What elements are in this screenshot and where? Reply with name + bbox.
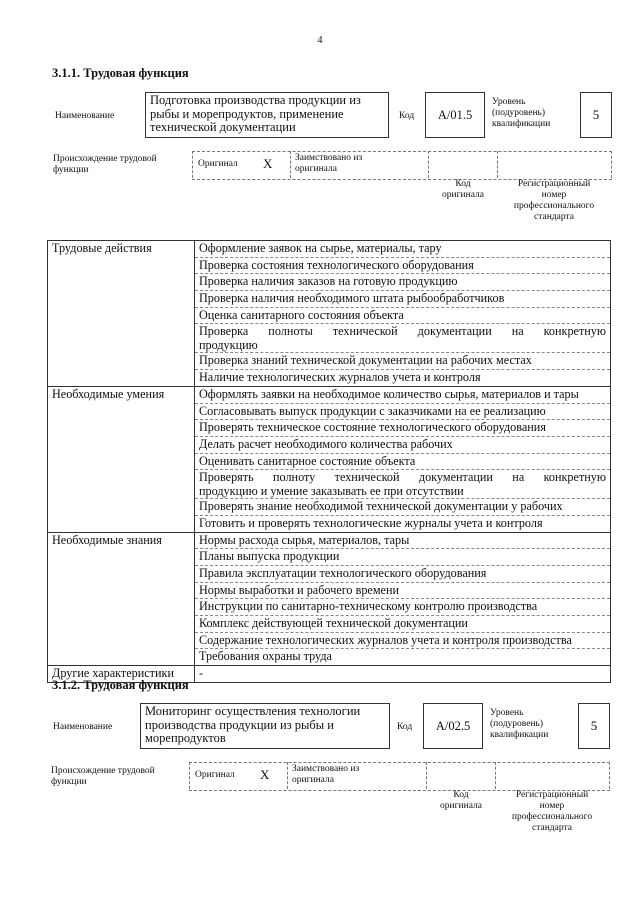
level-label-line: квалификации: [490, 730, 549, 740]
code-label: Код: [399, 111, 415, 121]
function-name-line: технической документации: [150, 120, 296, 134]
origin-divider: [428, 151, 429, 178]
origin-divider: [426, 762, 427, 789]
qualification-level: 5: [578, 703, 610, 749]
name-label: Наименование: [53, 722, 113, 732]
borrowed-label-line: Заимствовано из: [292, 764, 360, 774]
level-label-line: Уровень: [490, 708, 524, 718]
borrowed-label-line: Заимствовано из: [295, 153, 363, 163]
function-name-line: производства продукции из рыбы и: [145, 717, 334, 732]
category-label: Необходимые умения: [48, 386, 195, 532]
origin-label-line: функции: [53, 165, 89, 175]
table-cell: Проверка наличия заказов на готовую продукцию: [195, 274, 611, 291]
table-cell: Содержание технологических журналов учета и контроля производства: [195, 632, 611, 649]
table-cell: Планы выпуска продукции: [195, 549, 611, 566]
table-cell-line: продукцию и умение заказывать ее при отсутствии: [199, 484, 464, 499]
function-name-box: [145, 92, 389, 138]
category-label: Другие характеристики: [48, 666, 195, 683]
table-cell: [195, 324, 611, 353]
origin-divider: [611, 151, 612, 178]
level-label-line: (подуровень): [490, 719, 544, 729]
registration-number-label: [498, 179, 610, 223]
table-cell: Правила эксплуатации технологического оборудования: [195, 566, 611, 583]
table-cell-line: Проверка полноты технической документации на конкретную: [199, 324, 606, 339]
original-mark: X: [260, 767, 270, 782]
function-name-line: Подготовка производства продукции из: [150, 93, 361, 107]
code-original-label: [428, 790, 494, 812]
function-name-box: [140, 703, 390, 749]
origin-divider: [609, 762, 610, 789]
registration-line: Регистрационный: [515, 790, 589, 800]
code-original-line: оригинала: [442, 190, 484, 200]
table-cell: Нормы выработки и рабочего времени: [195, 582, 611, 599]
origin-label-line: функции: [51, 777, 87, 787]
original-mark: X: [263, 156, 273, 171]
table-cell: Оформлять заявки на необходимое количество сырья, материалов и тары: [195, 386, 611, 403]
table-cell: Проверка состояния технологического оборудования: [195, 257, 611, 274]
table-cell: -: [195, 666, 611, 683]
origin-label: [51, 766, 155, 788]
origin-divider: [290, 151, 291, 178]
table-cell-line: продукцию: [199, 338, 258, 353]
registration-line: стандарта: [534, 212, 574, 222]
table-cell-line: Проверять полноту технической документации на конкретную: [199, 470, 606, 485]
origin-row: [189, 762, 610, 791]
code-original-line: Код: [453, 790, 469, 800]
origin-divider: [192, 151, 193, 178]
registration-line: номер: [541, 190, 567, 200]
qualification-level: 5: [580, 92, 612, 138]
section-heading-3-1-1: 3.1.1. Трудовая функция: [52, 66, 189, 80]
borrowed-label: [295, 153, 362, 175]
registration-line: профессионального: [513, 201, 595, 211]
code-original-line: оригинала: [440, 801, 482, 811]
origin-divider: [189, 762, 190, 789]
table-cell: Оформление заявок на сырье, материалы, тару: [195, 241, 611, 258]
origin-row: [192, 151, 612, 180]
borrowed-label: [292, 764, 359, 786]
original-label: Оригинал: [195, 770, 235, 780]
registration-line: Регистрационный: [517, 179, 591, 189]
table-cell: Наличие технологических журналов учета и контроля: [195, 370, 611, 387]
level-label-line: Уровень: [492, 97, 526, 107]
level-label-line: (подуровень): [492, 108, 546, 118]
table-row: [48, 241, 611, 258]
table-cell: Оценка санитарного состояния объекта: [195, 307, 611, 324]
table-cell: Инструкции по санитарно-техническому контролю производства: [195, 599, 611, 616]
table-cell: Проверять техническое состояние технологического оборудования: [195, 420, 611, 437]
level-label: [492, 97, 550, 130]
category-label: Необходимые знания: [48, 532, 195, 666]
table-cell: Делать расчет необходимого количества рабочих: [195, 436, 611, 453]
function-name-line: Мониторинг осуществления технологии: [145, 704, 361, 718]
function-code: A/01.5: [425, 92, 485, 138]
table-cell: Проверка знаний технической документации на рабочих местах: [195, 353, 611, 370]
table-cell: Проверка наличия необходимого штата рыбообработчиков: [195, 291, 611, 308]
table-cell: [195, 470, 611, 499]
origin-divider: [495, 762, 496, 789]
table-row: [48, 386, 611, 403]
table-cell: Нормы расхода сырья, материалов, тары: [195, 532, 611, 549]
function-name-line: морепродуктов: [145, 731, 226, 745]
registration-line: номер: [539, 801, 565, 811]
origin-label-line: Происхождение трудовой: [53, 154, 157, 164]
table-cell: Проверять знание необходимой технической документации у рабочих: [195, 499, 611, 516]
origin-divider: [497, 151, 498, 178]
table-cell: Готовить и проверять технологические журналы учета и контроля: [195, 515, 611, 532]
page-number: 4: [317, 35, 323, 46]
table-cell: Согласовывать выпуск продукции с заказчиками на ее реализацию: [195, 403, 611, 420]
table-cell: Комплекс действующей технической документации: [195, 616, 611, 633]
table-cell: Оценивать санитарное состояние объекта: [195, 453, 611, 470]
borrowed-label-line: оригинала: [292, 775, 334, 785]
borrowed-label-line: оригинала: [295, 164, 337, 174]
origin-divider: [287, 762, 288, 789]
registration-line: профессионального: [511, 812, 593, 822]
registration-number-label: [496, 790, 608, 834]
section-heading-3-1-2: 3.1.2. Трудовая функция: [52, 678, 189, 692]
original-label: Оригинал: [198, 159, 238, 169]
registration-line: стандарта: [532, 823, 572, 833]
table-cell: Требования охраны труда: [195, 649, 611, 666]
code-original-line: Код: [455, 179, 471, 189]
level-label: [490, 708, 548, 741]
origin-label-line: Происхождение трудовой: [51, 766, 155, 776]
origin-label: [53, 154, 157, 176]
code-label: Код: [397, 722, 413, 732]
table-row: [48, 532, 611, 549]
name-label: Наименование: [55, 111, 115, 121]
labor-function-table: [47, 240, 611, 683]
level-label-line: квалификации: [492, 119, 551, 129]
function-name-line: рыбы и морепродуктов, применение: [150, 106, 344, 121]
function-code: A/02.5: [423, 703, 483, 749]
category-label: Трудовые действия: [48, 241, 195, 387]
code-original-label: [430, 179, 496, 201]
